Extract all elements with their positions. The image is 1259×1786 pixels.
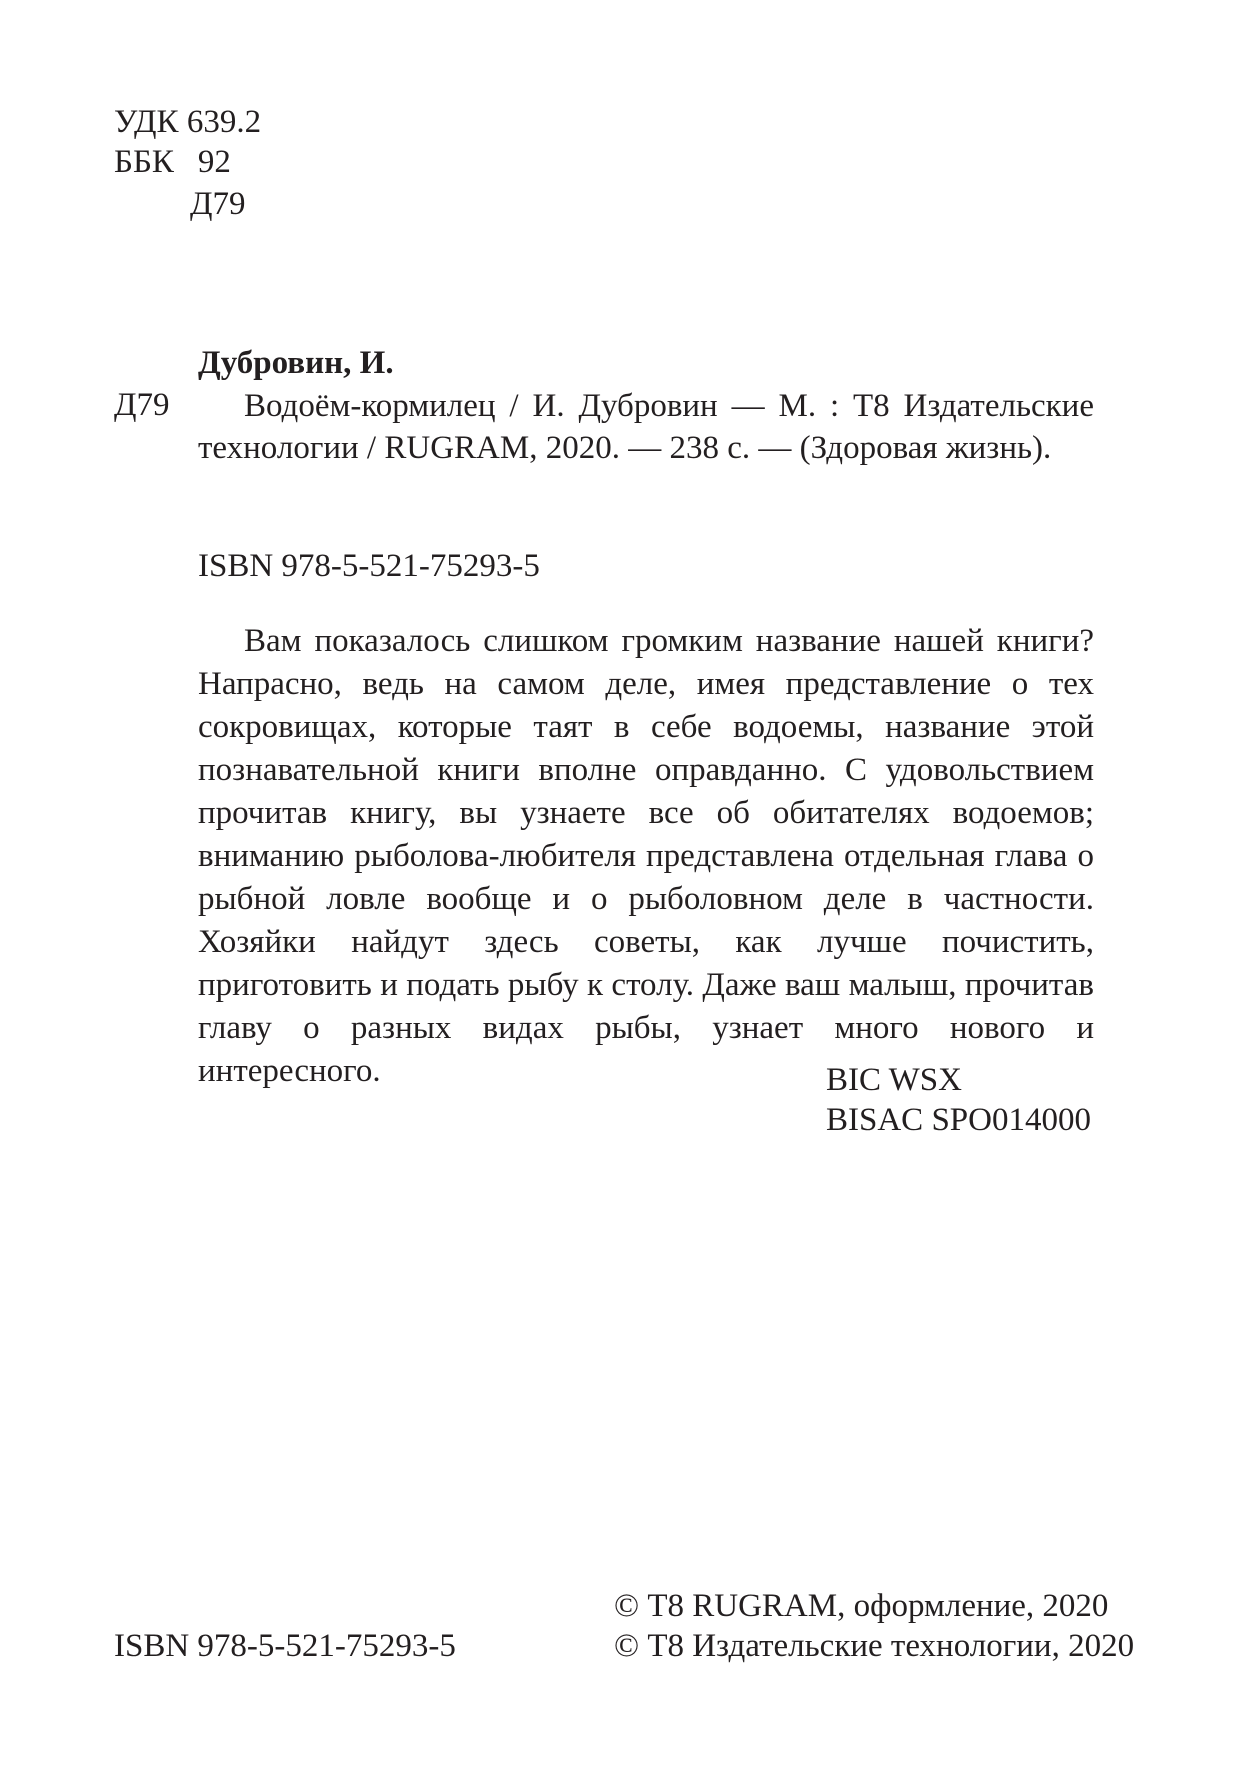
bbk-line (114, 144, 231, 181)
bbk-label: ББК (114, 144, 174, 180)
bic-code: BIC WSX (826, 1062, 962, 1098)
isbn-footer: ISBN 978-5-521-75293-5 (114, 1628, 456, 1664)
isbn-main: ISBN 978-5-521-75293-5 (198, 548, 540, 584)
udk-line (114, 104, 261, 141)
bbk-value: 92 (197, 144, 231, 180)
copyright-design: © Т8 RUGRAM, оформление, 2020 (614, 1588, 1109, 1624)
author-code-top: Д79 (190, 186, 246, 222)
author-heading: Дубровин, И. (198, 345, 394, 381)
author-code-side: Д79 (114, 387, 170, 423)
udk-label: УДК (114, 104, 179, 140)
bisac-code: BISAC SPO014000 (826, 1102, 1091, 1138)
copyright-publisher: © Т8 Издательские технологии, 2020 (614, 1628, 1135, 1664)
udk-value: 639.2 (186, 104, 262, 140)
annotation-text: Вам показалось слишком громким название нашей книги? Напрасно, ведь на самом деле, имея представление о тех сокровищах, которые таят в себе водоемы, название этой познавательной книги вполне оправданно. С удовольствием прочитав книгу, вы узнаете все об обитателях водоемов; вниманию рыболова-любителя представлена отдельная глава о рыбной ловле вообще и о рыболовном деле в частности. Хозяйки найдут здесь советы, как лучше почистить, приготовить и подать рыбу к столу. Даже ваш малыш, прочитав главу о разных видах рыбы, узнает много нового и интересного. (198, 623, 1094, 1089)
bibliographic-description: Водоём-кормилец / И. Дубровин — М. : Т8 Издательские технологии / RUGRAM, 2020. — 238 с. — (Здоровая жизнь). (198, 388, 1094, 466)
